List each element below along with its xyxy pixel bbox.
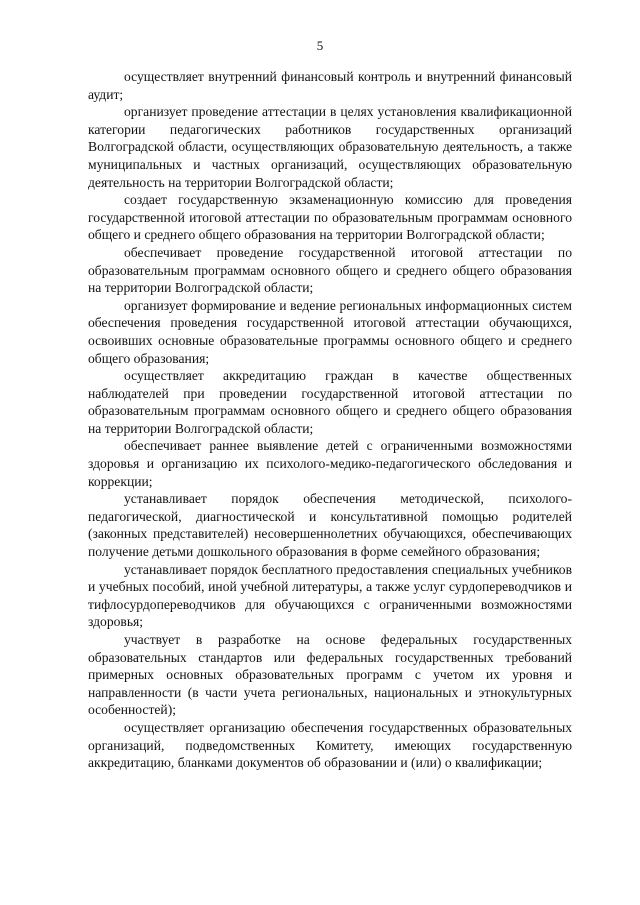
paragraph: осуществляет внутренний финансовый контроль и внутренний финансовый аудит; [88, 69, 572, 102]
paragraph: осуществляет аккредитацию граждан в качестве общественных наблюдателей при проведении государственной итоговой аттестации по образовательным программам основного общего и среднего общего образования на территории Волгоградской области; [88, 368, 572, 436]
paragraph: обеспечивает проведение государственной итоговой аттестации по образовательным программам основного общего и среднего общего образования на территории Волгоградской области; [88, 244, 572, 296]
paragraph: организует проведение аттестации в целях установления квалификационной категории педагогических работников государственных организаций Волгоградской области, осуществляющих образовательную деятельность, а также муниципальных и частных организаций, осуществляющих образовательную деятельность на территории Волгоградской области; [88, 104, 572, 190]
paragraph: организует формирование и ведение региональных информационных систем обеспечения проведения государственной итоговой аттестации обучающихся, освоивших основные образовательные программы основного общего и среднего общего образования; [88, 297, 572, 366]
document-body [88, 68, 572, 772]
paragraph: создает государственную экзаменационную комиссию для проведения государственной итоговой аттестации по образовательным программам основного общего и среднего общего образования на территории Волгоградской области; [88, 192, 572, 243]
page-number: 5 [316, 38, 324, 53]
paragraph: участвует в разработке на основе федеральных государственных образовательных стандартов или федеральных государственных требований примерных основных образовательных программ с учетом их уровня и направленности (в части учета региональных, национальных и этнокультурных особенностей); [88, 632, 572, 718]
paragraph: осуществляет организацию обеспечения государственных образовательных организаций, подведомственных Комитету, имеющих государственную аккредитацию, бланками документов об образовании и (или) о квалификации; [88, 719, 572, 771]
paragraph: обеспечивает раннее выявление детей с ограниченными возможностями здоровья и организацию их психолого-медико-педагогического обследования и коррекции; [88, 438, 572, 489]
paragraph: устанавливает порядок обеспечения методической, психолого-педагогической, диагностической и консультативной помощью родителей (законных представителей) несовершеннолетних обучающихся, обеспечивающих получение детьми дошкольного образования в форме семейного образования; [88, 491, 572, 560]
paragraph: устанавливает порядок бесплатного предоставления специальных учебников и учебных пособий, иной учебной литературы, а также услуг сурдопереводчиков и тифлосурдопереводчиков для обучающихся с ограниченными возможностями здоровья; [88, 561, 572, 630]
